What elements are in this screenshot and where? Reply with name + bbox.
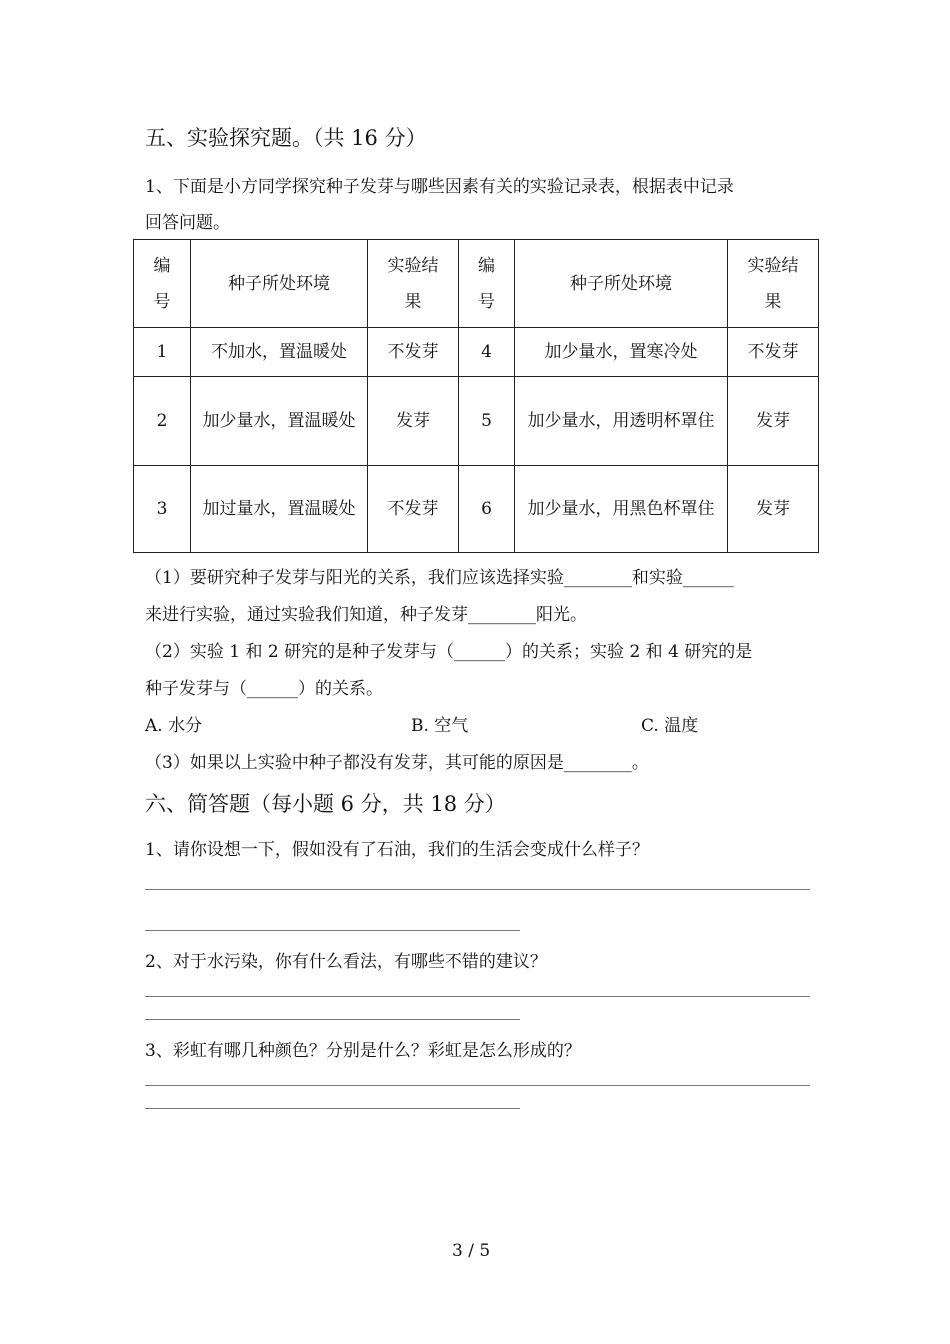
cell-result: 不发芽 <box>728 328 819 377</box>
cell-number: 1 <box>134 328 191 377</box>
table-row <box>134 377 819 465</box>
sub-question-3: （3）如果以上实验中种子都没有发芽，其可能的原因是________。 <box>145 753 649 773</box>
cell-number: 6 <box>459 465 515 552</box>
section-5-title: 五、实验探究题。（共 16 分） <box>145 126 427 150</box>
answer-line[interactable] <box>145 1019 520 1020</box>
cell-result: 发芽 <box>368 377 459 465</box>
answer-line[interactable] <box>145 930 520 931</box>
answer-line[interactable] <box>145 889 810 890</box>
answer-line[interactable] <box>145 1108 520 1109</box>
cell-result: 不发芽 <box>368 328 459 377</box>
table-row <box>134 328 819 377</box>
page-number: 3 / 5 <box>452 1241 491 1261</box>
answer-line[interactable] <box>145 996 810 997</box>
question-1-line-1: 1、下面是小方同学探究种子发芽与哪些因素有关的实验记录表，根据表中记录 <box>145 177 734 197</box>
table-header-row <box>134 240 819 328</box>
cell-environment: 加少量水，用透明杯罩住 <box>515 377 728 465</box>
cell-number: 2 <box>134 377 191 465</box>
header-environment: 种子所处环境 <box>515 240 728 328</box>
cell-number: 4 <box>459 328 515 377</box>
question-1-line-2: 回答问题。 <box>145 213 230 233</box>
sub-question-2-line-2: 种子发芽与（______）的关系。 <box>145 679 383 699</box>
cell-environment: 加少量水，置温暖处 <box>191 377 368 465</box>
section-6-title: 六、简答题（每小题 6 分，共 18 分） <box>145 792 506 816</box>
short-question-2: 2、对于水污染，你有什么看法，有哪些不错的建议？ <box>145 952 547 972</box>
cell-result: 发芽 <box>728 465 819 552</box>
cell-number: 3 <box>134 465 191 552</box>
option-a: A. 水分 <box>145 716 203 736</box>
sub-question-2-line-1: （2）实验 1 和 2 研究的是种子发芽与（______）的关系；实验 2 和 4 研究的是 <box>145 642 753 662</box>
short-question-1: 1、请你设想一下，假如没有了石油，我们的生活会变成什么样子？ <box>145 840 649 860</box>
sub-question-1-line-1: （1）要研究种子发芽与阳光的关系，我们应该选择实验________和实验______ <box>145 568 734 588</box>
option-b: B. 空气 <box>411 716 469 736</box>
header-number: 编 号 <box>134 240 191 328</box>
cell-result: 发芽 <box>728 377 819 465</box>
header-result: 实验结 果 <box>728 240 819 328</box>
table-row <box>134 465 819 552</box>
cell-environment: 不加水，置温暖处 <box>191 328 368 377</box>
option-c: C. 温度 <box>641 716 699 736</box>
cell-environment: 加过量水，置温暖处 <box>191 465 368 552</box>
cell-environment: 加少量水，用黑色杯罩住 <box>515 465 728 552</box>
answer-line[interactable] <box>145 1085 810 1086</box>
header-number: 编 号 <box>459 240 515 328</box>
sub-question-1-line-2: 来进行实验，通过实验我们知道，种子发芽________阳光。 <box>145 605 587 625</box>
cell-environment: 加少量水，置寒冷处 <box>515 328 728 377</box>
header-result: 实验结 果 <box>368 240 459 328</box>
cell-number: 5 <box>459 377 515 465</box>
short-question-3: 3、彩虹有哪几种颜色？分别是什么？彩虹是怎么形成的？ <box>145 1041 581 1061</box>
header-environment: 种子所处环境 <box>191 240 368 328</box>
cell-result: 不发芽 <box>368 465 459 552</box>
experiment-table <box>133 239 819 553</box>
